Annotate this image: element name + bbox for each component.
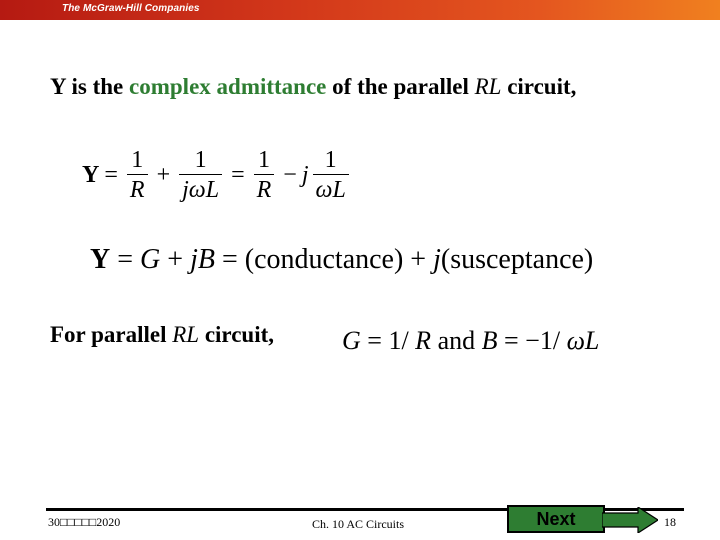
fraction-1-over-r: $\frac{1}{R}$ xyxy=(127,146,148,205)
footer-title: Ch. 10 AC Circuits xyxy=(312,517,405,531)
fraction-1-over-jwl: $\frac{1}{\text{jωL}}$ xyxy=(179,146,222,205)
conductance-susceptance-equation: Y = G + jB = (conductance) + j(susceptance) xyxy=(90,244,594,275)
fraction-1-over-wl: $\frac{1}{\omega L}$ xyxy=(313,146,349,205)
page-number: 18 xyxy=(664,515,676,529)
footer-date: 30□□□□□2020 xyxy=(48,515,121,529)
intro-sentence: Y is the complex admittance of the parallel RL circuit, xyxy=(50,74,577,99)
publisher-banner xyxy=(0,0,720,20)
publisher-logo: The McGraw-Hill Companies xyxy=(62,3,200,14)
admittance-equation: Y = $\frac{1}{R}$ + $\frac{1}{\text{jωL}}$ = $\frac{1}{R}$ − j $\frac{1}{\omega L}$ xyxy=(82,140,353,210)
term-highlight: complex admittance xyxy=(129,74,327,99)
g-b-equation: G = 1/ R and B = −1/ ωL xyxy=(342,326,600,355)
arrow-right-icon[interactable] xyxy=(602,507,658,533)
fraction-1-over-r-2: $\frac{1}{R}$ xyxy=(254,146,275,205)
parallel-rl-sentence: For parallel RL circuit, xyxy=(50,322,275,347)
next-button[interactable]: Next xyxy=(507,505,605,533)
